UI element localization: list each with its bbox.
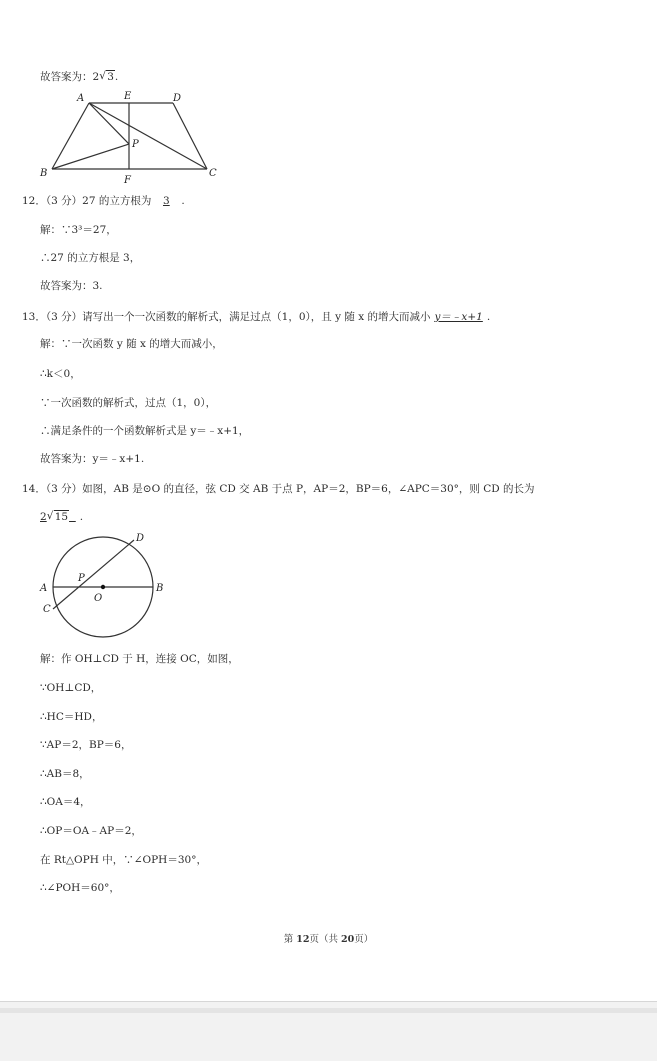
q12-solution-3: 故答案为：3.	[40, 280, 103, 292]
horizontal-scrollbar[interactable]	[0, 1008, 657, 1013]
label-B: B	[156, 583, 164, 594]
label-A: A	[77, 93, 85, 104]
label-D: D	[136, 533, 145, 544]
label-B: B	[40, 168, 48, 179]
q13-solution-3: ∵一次函数的解析式，过点（1，0），	[40, 397, 217, 409]
q13-solution-2: ∴k＜0，	[40, 368, 81, 380]
label-P: P	[78, 573, 85, 584]
q12-solution-2: ∴27 的立方根是 3，	[40, 252, 141, 264]
page-footer: 第 12页（共 20页）	[283, 934, 374, 945]
viewer-bottom-bar	[0, 1001, 657, 1061]
center-point-O	[101, 585, 105, 589]
q14-solution-2: ∵OH⊥CD，	[40, 682, 102, 694]
label-P: P	[132, 139, 139, 150]
label-D: D	[173, 93, 182, 104]
prev-answer-line: 故答案为：2 √ 3.	[40, 70, 119, 83]
label-O: O	[94, 593, 103, 604]
q13-solution-4: ∴满足条件的一个函数解析式是 y＝﹣x+1，	[40, 425, 250, 437]
q13-solution-5: 故答案为：y＝﹣x+1.	[40, 453, 145, 465]
label-F: F	[124, 175, 131, 186]
q14-question: 14．（3 分）如图，AB 是⊙O 的直径，弦 CD 交 AB 于点 P，AP＝2，BP＝6，∠APC＝30°，则 CD 的长为	[22, 483, 535, 495]
q14-solution-9: ∴∠POH＝60°，	[40, 882, 120, 894]
q13-question: 13．（3 分）请写出一个一次函数的解析式，满足过点（1，0），且 y 随 x 的增大而减小 y＝﹣x+1 .	[22, 311, 491, 323]
label-E: E	[124, 91, 132, 102]
q13-solution-1: 解：∵一次函数 y 随 x 的增大而减小，	[40, 338, 223, 350]
label-A: A	[40, 583, 48, 594]
q14-solution-8: 在 Rt△OPH 中，∵∠OPH＝30°，	[40, 854, 207, 866]
q14-solution-4: ∵AP＝2，BP＝6，	[40, 739, 132, 751]
label-C: C	[43, 604, 51, 615]
q14-solution-5: ∴AB＝8，	[40, 768, 90, 780]
q14-solution-6: ∴OA＝4，	[40, 796, 91, 808]
label-C: C	[209, 168, 217, 179]
q14-answer: 2 √ 15 .	[40, 510, 84, 523]
q14-solution-7: ∴OP＝OA﹣AP＝2，	[40, 825, 142, 837]
q14-solution-1: 解：作 OH⊥CD 于 H，连接 OC，如图，	[40, 653, 239, 665]
q14-solution-3: ∴HC＝HD，	[40, 711, 103, 723]
q12-question: 12．（3 分）27 的立方根为 3 .	[22, 195, 185, 207]
q12-solution-1: 解：∵3³＝27，	[40, 224, 117, 236]
